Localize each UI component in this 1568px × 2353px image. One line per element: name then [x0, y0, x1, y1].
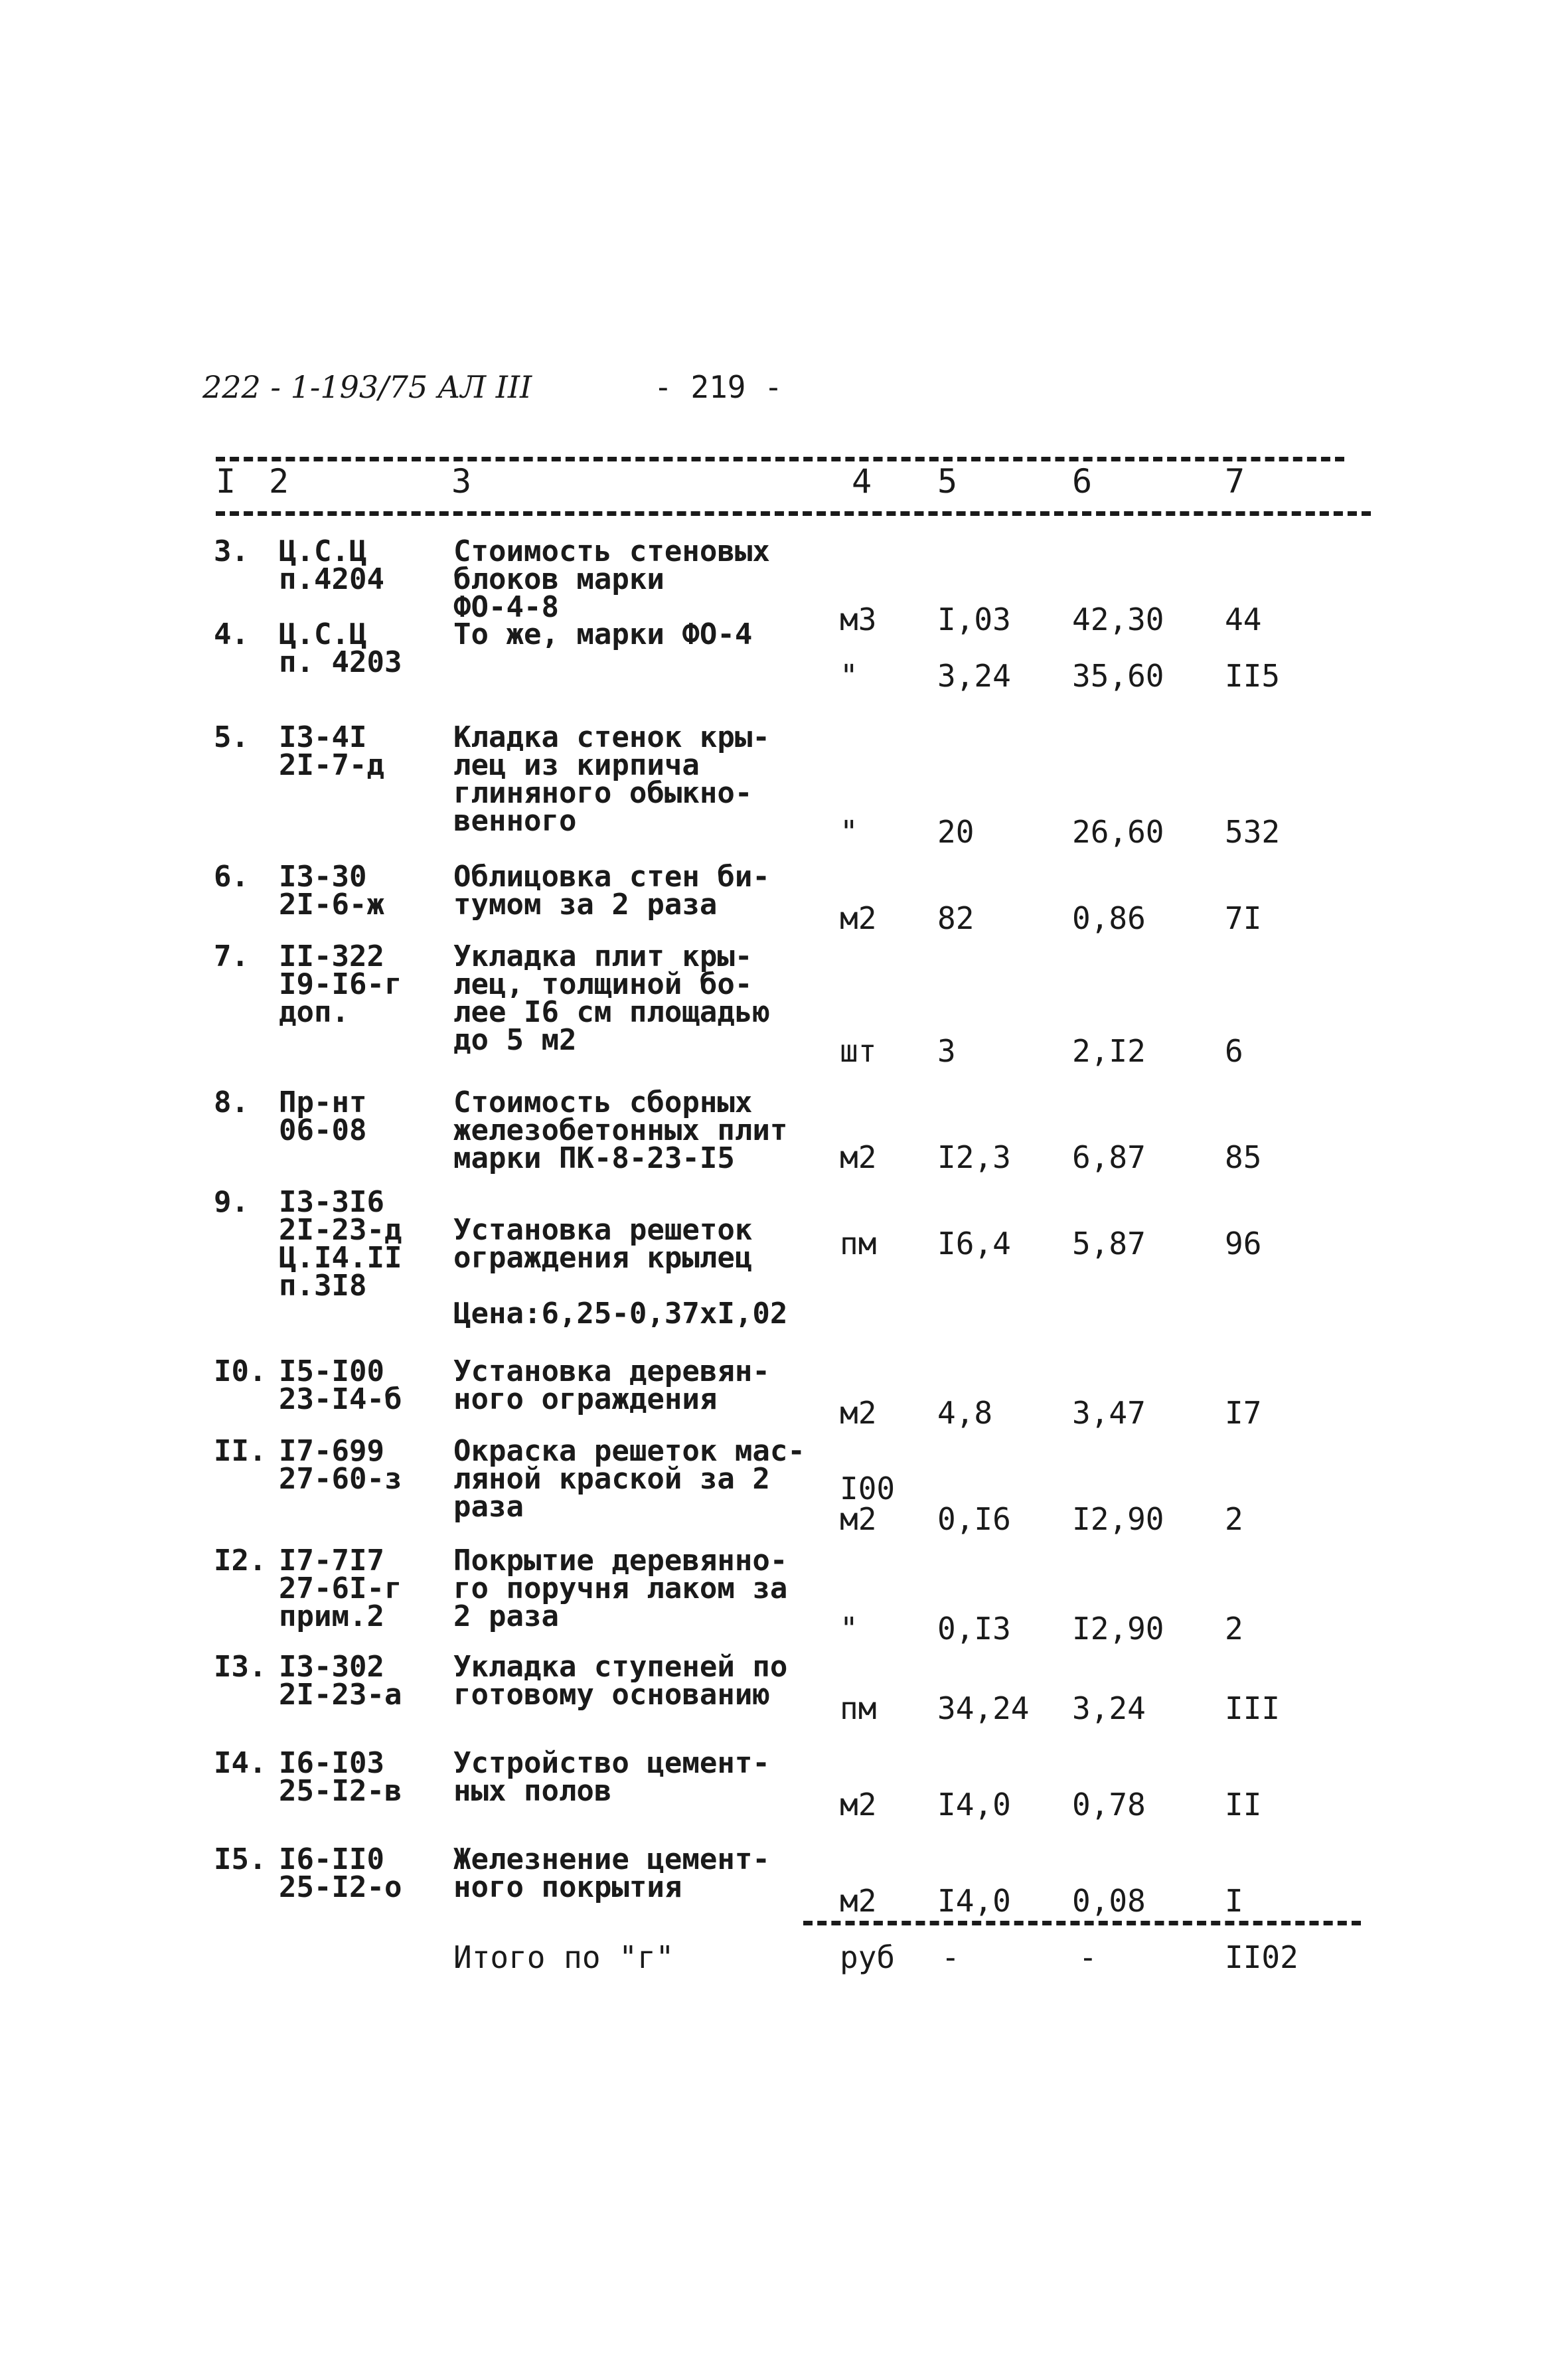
work-description: [453, 1842, 812, 1904]
rate-code: [279, 617, 402, 679]
unit: м2: [840, 1139, 877, 1175]
work-description-line: ФО-4-8: [453, 590, 559, 624]
total-cost: 96: [1225, 1226, 1262, 1261]
work-description-line: марки ПК-8-23-I5: [453, 1141, 735, 1175]
work-description-line: ного ограждения: [453, 1382, 718, 1416]
rate-code-line: 25-I2-о: [279, 1870, 402, 1904]
row-number: 3.: [214, 534, 249, 568]
work-description-line: лее I6 см площадью: [453, 995, 770, 1029]
work-description-line: Установка деревян-: [453, 1354, 770, 1388]
work-description: [453, 1544, 812, 1633]
work-description-line: То же, марки ФО-4: [453, 617, 753, 651]
row-number: 5.: [214, 720, 249, 754]
quantity: I6,4: [937, 1226, 1011, 1261]
rate-code: [279, 1650, 402, 1712]
quantity: I2,3: [937, 1139, 1011, 1175]
unit: пм: [840, 1690, 877, 1726]
row-number: I2.: [214, 1544, 267, 1578]
rate-code-line: 2I-7-д: [279, 748, 384, 782]
rate-code-line: п. 4203: [279, 645, 402, 679]
rate-code-line: 23-I4-б: [279, 1382, 402, 1416]
total-price: -: [1079, 1939, 1097, 1975]
rate-code-line: II-322: [279, 939, 384, 973]
column-header-4: 4: [852, 462, 872, 501]
row-number: II.: [214, 1434, 267, 1468]
work-description-line: железобетонных плит: [453, 1113, 788, 1147]
total-cost: 2: [1225, 1611, 1243, 1647]
row-number: 7.: [214, 939, 249, 973]
work-description: [453, 1746, 812, 1808]
rate-code-line: I3-4I: [279, 720, 367, 754]
rate-code: [279, 1544, 402, 1633]
total-qty: -: [941, 1939, 960, 1975]
unit-price: 2,I2: [1072, 1033, 1146, 1069]
unit: ": [840, 1611, 858, 1647]
work-description-line: Укладка плит кры-: [453, 939, 753, 973]
row-number: I0.: [214, 1354, 267, 1388]
unit: м2: [840, 900, 877, 936]
total-cost: III: [1225, 1690, 1281, 1726]
rate-code-line: Ц.I4.II: [279, 1241, 402, 1275]
rate-code-line: 2I-23-д: [279, 1213, 402, 1247]
unit: м2: [840, 1395, 877, 1431]
rate-code: [279, 1746, 402, 1808]
column-header-6: 6: [1072, 462, 1093, 501]
work-description: [453, 939, 812, 1057]
work-description-line: до 5 м2: [453, 1023, 577, 1057]
work-description-line: Устройство цемент-: [453, 1746, 770, 1780]
total-cost: 532: [1225, 814, 1281, 850]
work-description-line: ных полов: [453, 1774, 612, 1808]
work-description: [453, 534, 812, 624]
top-rule: [216, 457, 1344, 461]
total-cost: 2: [1225, 1501, 1243, 1537]
quantity: 4,8: [937, 1395, 993, 1431]
work-description-line: Цена:6,25-0,37хI,02: [453, 1297, 788, 1331]
rate-code-line: Ц.С.Ц: [279, 534, 367, 568]
rate-code-line: I6-I03: [279, 1746, 384, 1780]
unit: ": [840, 814, 858, 850]
row-number: 6.: [214, 860, 249, 894]
rate-code-line: I9-I6-г: [279, 967, 402, 1001]
rate-code-line: Ц.С.Ц: [279, 617, 367, 651]
rate-code-line: I5-I00: [279, 1354, 384, 1388]
column-header-7: 7: [1225, 462, 1245, 501]
unit: м3: [840, 602, 877, 637]
rate-code: [279, 534, 384, 596]
total-sum: II02: [1225, 1939, 1298, 1975]
work-description-line: Кладка стенок кры-: [453, 720, 770, 754]
work-description-line: блоков марки: [453, 562, 665, 596]
rate-code-line: I3-30: [279, 860, 367, 894]
rate-code-line: прим.2: [279, 1599, 384, 1633]
work-description-line: 2 раза: [453, 1599, 559, 1633]
work-description-line: Стоимость стеновых: [453, 534, 770, 568]
work-description-line: лец из кирпича: [453, 748, 700, 782]
unit-price: 3,47: [1072, 1395, 1146, 1431]
work-description-line: [453, 1272, 812, 1300]
unit-price: 35,60: [1072, 658, 1164, 694]
work-description: [453, 860, 812, 922]
unit: ": [840, 658, 858, 694]
unit-price: 0,78: [1072, 1787, 1146, 1823]
work-description-line: ограждения крылец: [453, 1241, 753, 1275]
work-description-line: лец, толщиной бо-: [453, 967, 753, 1001]
rate-code: [279, 860, 384, 922]
total-unit: руб: [840, 1939, 896, 1975]
page-number: - 219 -: [654, 369, 783, 405]
work-description: [453, 1188, 812, 1331]
unit-price: 0,86: [1072, 900, 1146, 936]
quantity: I4,0: [937, 1883, 1011, 1919]
row-number: 9.: [214, 1185, 249, 1219]
work-description-line: Железнение цемент-: [453, 1842, 770, 1876]
rate-code-line: 2I-23-а: [279, 1678, 402, 1712]
work-description: [453, 1086, 812, 1175]
rate-code-line: п.4204: [279, 562, 384, 596]
work-description-line: Стоимость сборных: [453, 1086, 753, 1119]
unit: м2: [840, 1883, 877, 1919]
total-cost: 44: [1225, 602, 1262, 637]
rate-code-line: 25-I2-в: [279, 1774, 402, 1808]
total-rule: [803, 1921, 1361, 1925]
quantity: 0,I6: [937, 1501, 1011, 1537]
unit: I00 м2: [840, 1471, 896, 1537]
quantity: I,03: [937, 602, 1011, 637]
unit: м2: [840, 1787, 877, 1823]
work-description-line: ного покрытия: [453, 1870, 682, 1904]
rate-code: [279, 720, 384, 782]
rate-code: [279, 1842, 402, 1904]
work-description-line: Укладка ступеней по: [453, 1650, 788, 1684]
column-header-2: 2: [269, 462, 289, 501]
row-number: 4.: [214, 617, 249, 651]
quantity: 0,I3: [937, 1611, 1011, 1647]
quantity: 3: [937, 1033, 956, 1069]
rate-code-line: 06-08: [279, 1113, 367, 1147]
work-description: [453, 1354, 812, 1416]
rate-code-line: 27-60-з: [279, 1462, 402, 1496]
unit-price: 5,87: [1072, 1226, 1146, 1261]
rate-code-line: I6-II0: [279, 1842, 384, 1876]
row-number: I4.: [214, 1746, 267, 1780]
total-cost: II: [1225, 1787, 1262, 1823]
rate-code: [279, 939, 402, 1029]
quantity: I4,0: [937, 1787, 1011, 1823]
work-description: [453, 1650, 812, 1712]
rate-code-line: I7-7I7: [279, 1544, 384, 1578]
rate-code-line: I3-302: [279, 1650, 384, 1684]
column-header-5: 5: [937, 462, 958, 501]
rate-code: [279, 1086, 367, 1147]
unit: шт: [840, 1033, 877, 1069]
quantity: 20: [937, 814, 975, 850]
rate-code: [279, 1354, 402, 1416]
total-label: Итого по "г": [453, 1939, 674, 1975]
page-header-code: 222 - 1-193/75 АЛ III: [202, 369, 532, 405]
quantity: 34,24: [937, 1690, 1030, 1726]
rate-code-line: Пр-нт: [279, 1086, 367, 1119]
quantity: 82: [937, 900, 975, 936]
work-description-line: Облицовка стен би-: [453, 860, 770, 894]
total-cost: 6: [1225, 1033, 1243, 1069]
work-description-line: венного: [453, 804, 577, 838]
unit-price: 3,24: [1072, 1690, 1146, 1726]
work-description: [453, 720, 812, 838]
column-header-3: 3: [451, 462, 472, 501]
work-description-line: тумом за 2 раза: [453, 888, 718, 922]
work-description: [453, 617, 812, 651]
work-description-line: Покрытие деревянно-: [453, 1544, 788, 1578]
rate-code-line: п.3I8: [279, 1269, 367, 1303]
work-description-line: ляной краской за 2: [453, 1462, 770, 1496]
work-description-line: Установка решеток: [453, 1213, 753, 1247]
rate-code-line: I7-699: [279, 1434, 384, 1468]
total-cost: 7I: [1225, 900, 1262, 936]
rate-code: [279, 1185, 402, 1303]
rate-code-line: 27-6I-г: [279, 1572, 402, 1605]
quantity: 3,24: [937, 658, 1011, 694]
row-number: I5.: [214, 1842, 267, 1876]
unit: пм: [840, 1226, 877, 1261]
total-cost: II5: [1225, 658, 1281, 694]
work-description-line: [453, 1188, 812, 1216]
rate-code-line: 2I-6-ж: [279, 888, 384, 922]
unit-price: I2,90: [1072, 1501, 1164, 1537]
header-rule: [216, 511, 1371, 516]
work-description-line: Окраска решеток мас-: [453, 1434, 805, 1468]
work-description-line: глиняного обыкно-: [453, 776, 753, 810]
rate-code: [279, 1434, 402, 1496]
total-cost: I7: [1225, 1395, 1262, 1431]
work-description-line: го поручня лаком за: [453, 1572, 788, 1605]
unit-price: 26,60: [1072, 814, 1164, 850]
unit-price: 0,08: [1072, 1883, 1146, 1919]
work-description: [453, 1434, 812, 1524]
total-cost: 85: [1225, 1139, 1262, 1175]
unit-price: I2,90: [1072, 1611, 1164, 1647]
unit-price: 6,87: [1072, 1139, 1146, 1175]
column-header-1: I: [216, 462, 236, 501]
unit-price: 42,30: [1072, 602, 1164, 637]
rate-code-line: I3-3I6: [279, 1185, 384, 1219]
total-cost: I: [1225, 1883, 1243, 1919]
work-description-line: раза: [453, 1490, 524, 1524]
rate-code-line: доп.: [279, 995, 349, 1029]
row-number: 8.: [214, 1086, 249, 1119]
row-number: I3.: [214, 1650, 267, 1684]
work-description-line: готовому основанию: [453, 1678, 770, 1712]
